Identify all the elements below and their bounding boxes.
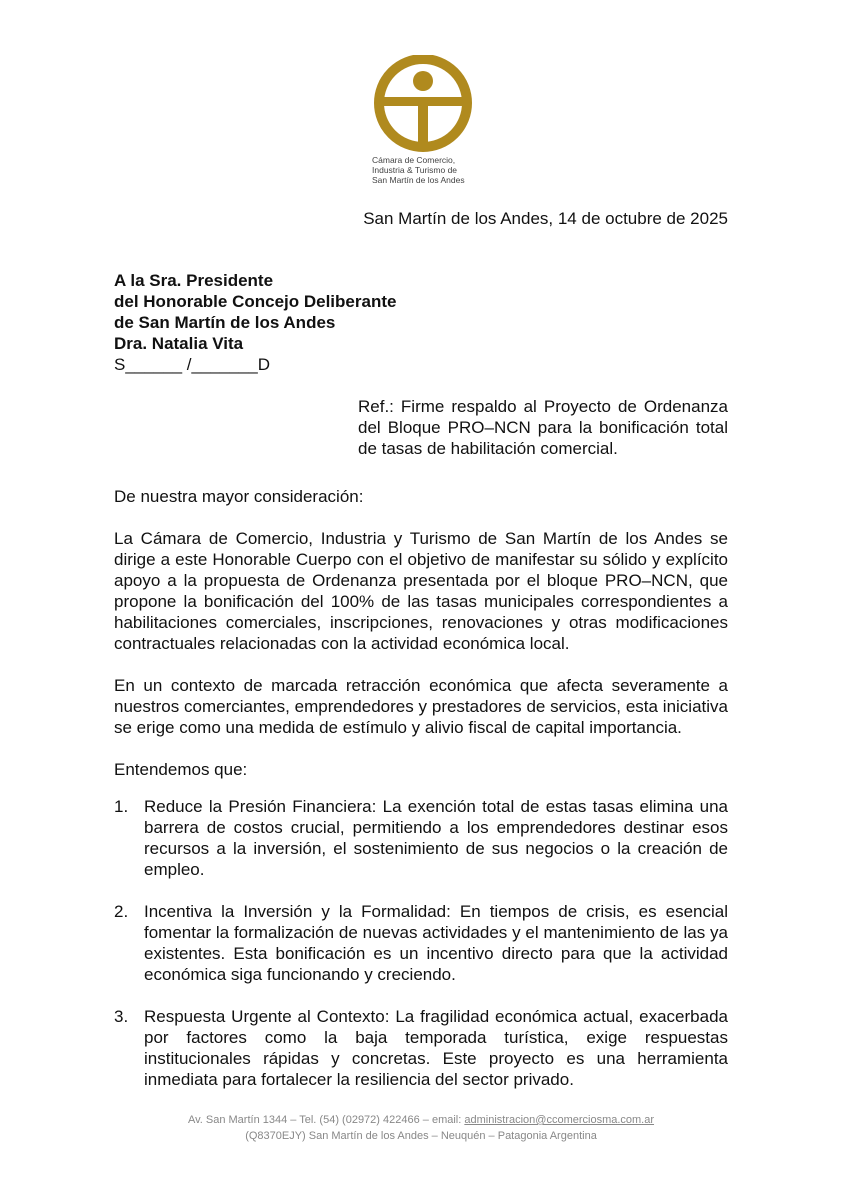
recipient-block bbox=[114, 270, 396, 375]
paragraph: Entendemos que: bbox=[114, 760, 248, 779]
logo-line: Cámara de Comercio, bbox=[372, 155, 456, 165]
list-text: Incentiva la Inversión y la Formalidad: En tiempos de crisis, es esencial fomentar la formalización de nuevas actividades y el mantenimiento de las ya existentes. Esta bonificación es un incentivo directo para que la actividad económica siga funcionando y creciendo. bbox=[144, 902, 728, 984]
logo-line: Industria & Turismo de bbox=[372, 165, 458, 175]
logo-line: San Martín de los Andes bbox=[372, 175, 465, 185]
salutation: De nuestra mayor consideración: bbox=[114, 487, 364, 506]
reference: Ref.: Firme respaldo al Proyecto de Ordenanza del Bloque PRO–NCN para la bonificación total de tasas de habilitación comercial. bbox=[358, 397, 728, 458]
recipient-line: A la Sra. Presidente bbox=[114, 271, 274, 290]
footer-email-link[interactable]: administracion@ccomerciosma.com.ar bbox=[464, 1114, 655, 1126]
sd-line: S______ /_______D bbox=[114, 355, 270, 374]
chamber-emblem-icon bbox=[372, 55, 474, 153]
list-text: Respuesta Urgente al Contexto: La fragilidad económica actual, exacerbada por factores como la baja temporada turística, exige respuestas institucionales rápidas y concretas. Este proyecto es una herramienta inmediata para fortalecer la resiliencia del sector privado. bbox=[144, 1007, 728, 1089]
recipient-line: de San Martín de los Andes bbox=[114, 313, 336, 332]
footer bbox=[0, 1112, 842, 1144]
list-number: 2. bbox=[114, 902, 129, 921]
paragraph: En un contexto de marcada retracción económica que afecta severamente a nuestros comerciantes, emprendedores y prestadores de servicios, esta iniciativa se erige como una medida de estímulo y alivio fiscal de capital importancia. bbox=[114, 676, 728, 737]
logo-text bbox=[372, 155, 484, 185]
footer-line-2: (Q8370EJY) San Martín de los Andes – Neuquén – Patagonia Argentina bbox=[245, 1130, 597, 1142]
list-item bbox=[114, 901, 728, 985]
footer-address: Av. San Martín 1344 – Tel. (54) (02972) 422466 – email: bbox=[187, 1114, 465, 1126]
recipient-name: Dra. Natalia Vita bbox=[114, 334, 244, 353]
footer-line-1 bbox=[0, 1112, 842, 1128]
paragraph: La Cámara de Comercio, Industria y Turismo de San Martín de los Andes se dirige a este Honorable Cuerpo con el objetivo de manifestar su sólido y explícito apoyo a la propuesta de Ordenanza presentada por el bloque PRO–NCN, que propone la bonificación del 100% de las tasas municipales correspondientes a habilitaciones comerciales, inscripciones, renovaciones y otras modificaciones contractuales relacionadas con la actividad económica local. bbox=[114, 529, 728, 653]
list-text: Reduce la Presión Financiera: La exención total de estas tasas elimina una barrera de costos crucial, permitiendo a los emprendedores destinar esos recursos a la inversión, el sostenimiento de sus negocios o la creación de empleo. bbox=[144, 797, 728, 879]
list-item bbox=[114, 796, 728, 880]
numbered-list bbox=[114, 796, 728, 1111]
list-item bbox=[114, 1006, 728, 1090]
list-number: 1. bbox=[114, 797, 129, 816]
list-number: 3. bbox=[114, 1007, 129, 1026]
recipient-line: del Honorable Concejo Deliberante bbox=[114, 292, 397, 311]
logo bbox=[362, 55, 484, 185]
letter-date: San Martín de los Andes, 14 de octubre de 2025 bbox=[363, 209, 728, 228]
